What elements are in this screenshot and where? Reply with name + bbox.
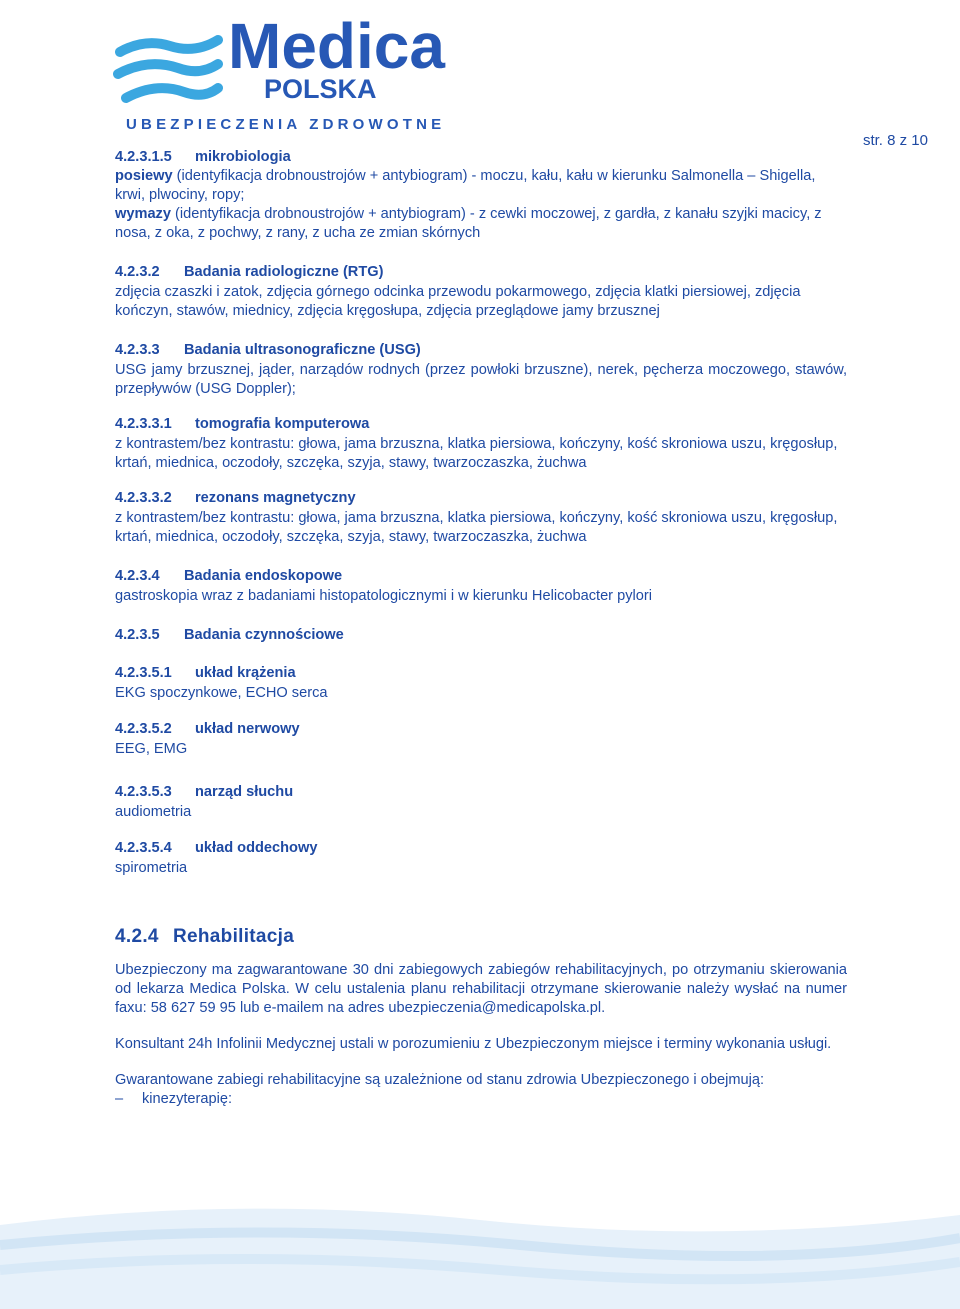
section-endoskopowe bbox=[115, 565, 847, 606]
section-heading bbox=[115, 718, 847, 740]
section-heading bbox=[115, 146, 847, 168]
section-title: układ oddechowy bbox=[195, 840, 318, 856]
section-number: 4.2.3.2 bbox=[115, 264, 160, 280]
section-uklad-nerwowy bbox=[115, 718, 847, 759]
section-mikrobiologia bbox=[115, 146, 847, 243]
section-text: zdjęcia czaszki i zatok, zdjęcia górnego odcinka przewodu pokarmowego, zdjęcia klatki piersiowej, zdjęcia kończyn, stawów, miednicy, zdjęcia kręgosłupa, zdjęcia przeglądowe jamy brzusznej bbox=[115, 284, 801, 319]
section-czynnosciowe bbox=[115, 624, 847, 646]
section-rezonans bbox=[115, 487, 847, 547]
section-heading bbox=[115, 662, 847, 684]
section-title: układ krążenia bbox=[195, 665, 296, 681]
section-number: 4.2.3.4 bbox=[115, 568, 160, 584]
wymazy-label: wymazy bbox=[115, 206, 171, 222]
decorative-wave bbox=[0, 1200, 960, 1309]
section-number: 4.2.3.5.1 bbox=[115, 665, 172, 681]
rehab-paragraph-2: Konsultant 24h Infolinii Medycznej ustali w porozumieniu z Ubezpieczonym miejsce i terminy wykonania usługi. bbox=[115, 1036, 832, 1052]
section-heading bbox=[115, 261, 847, 283]
section-usg bbox=[115, 339, 847, 399]
logo-tagline: UBEZPIECZENIA ZDROWOTNE bbox=[126, 116, 446, 133]
section-heading bbox=[115, 413, 847, 435]
section-title: tomografia komputerowa bbox=[195, 416, 370, 432]
section-number: 4.2.3.5.3 bbox=[115, 784, 172, 800]
section-title: Badania radiologiczne (RTG) bbox=[184, 264, 384, 280]
section-heading bbox=[115, 837, 847, 859]
section-number: 4.2.3.5.4 bbox=[115, 840, 172, 856]
section-number: 4.2.3.3.1 bbox=[115, 416, 172, 432]
section-title: mikrobiologia bbox=[195, 149, 291, 165]
section-heading bbox=[115, 487, 847, 509]
section-text: gastroskopia wraz z badaniami histopatologicznymi i w kierunku Helicobacter pylori bbox=[115, 588, 652, 604]
section-title: układ nerwowy bbox=[195, 721, 300, 737]
medica-polska-logo bbox=[100, 0, 480, 140]
section-text: USG jamy brzusznej, jąder, narządów rodnych (przez powłoki brzuszne), nerek, pęcherza moczowego, stawów, przepływów (USG Doppler); bbox=[115, 362, 847, 397]
section-uklad-oddechowy bbox=[115, 837, 847, 878]
section-text: spirometria bbox=[115, 860, 188, 876]
section-text: EKG spoczynkowe, ECHO serca bbox=[115, 685, 328, 701]
section-number: 4.2.3.5.2 bbox=[115, 721, 172, 737]
logo-graphic bbox=[100, 0, 480, 140]
section-number: 4.2.3.3 bbox=[115, 342, 160, 358]
section-number: 4.2.3.3.2 bbox=[115, 490, 172, 506]
section-tomografia bbox=[115, 413, 847, 473]
section-title: rezonans magnetyczny bbox=[195, 490, 356, 506]
section-title: Rehabilitacja bbox=[173, 926, 295, 947]
section-title: Badania ultrasonograficzne (USG) bbox=[184, 342, 421, 358]
section-title: narząd słuchu bbox=[195, 784, 294, 800]
section-heading bbox=[115, 781, 847, 803]
section-heading bbox=[115, 624, 847, 646]
section-number: 4.2.4 bbox=[115, 926, 159, 947]
list-dash: – bbox=[115, 1091, 124, 1107]
section-text: z kontrastem/bez kontrastu: głowa, jama brzuszna, klatka piersiowa, kończyny, kość skroniowa uszu, kręgosłup, krtań, miednica, oczodoły, szczęka, szyja, stawy, twarzoczaszka, żuchwa bbox=[115, 510, 838, 545]
page-number: str. 8 z 10 bbox=[862, 132, 928, 149]
list-item bbox=[115, 1090, 847, 1109]
section-narzad-sluchu bbox=[115, 781, 847, 822]
logo-main-text: Medica bbox=[228, 10, 445, 82]
section-number: 4.2.3.1.5 bbox=[115, 149, 172, 165]
posiewy-text: (identyfikacja drobnoustrojów + antybiogram) - moczu, kału, kału w kierunku Salmonella – Shigella, krwi, plwociny, ropy; bbox=[115, 168, 816, 203]
posiewy-paragraph bbox=[115, 167, 847, 205]
section-rehabilitacja bbox=[115, 926, 847, 1109]
logo-sub-text: POLSKA bbox=[264, 74, 377, 104]
section-rtg bbox=[115, 261, 847, 321]
wymazy-text: (identyfikacja drobnoustrojów + antybiogram) - z cewki moczowej, z gardła, z kanału szyjki macicy, z nosa, z oka, z pochwy, z rany, z ucha ze zmian skórnych bbox=[115, 206, 822, 241]
section-number: 4.2.3.5 bbox=[115, 627, 160, 643]
section-title: Badania czynnościowe bbox=[184, 627, 344, 643]
section-uklad-krazenia bbox=[115, 662, 847, 703]
list-item-text: kinezyterapię: bbox=[142, 1091, 233, 1107]
section-title: Badania endoskopowe bbox=[184, 568, 343, 584]
section-heading bbox=[115, 339, 847, 361]
rehab-paragraph-1: Ubezpieczony ma zagwarantowane 30 dni zabiegowych zabiegów rehabilitacyjnych, po otrzymaniu skierowania od lekarza Medica Polska. W celu ustalenia planu rehabilitacji otrzymane skierowanie należy wysłać na numer faxu: 58 627 59 95 lub e-mailem na adres ubezpieczenia@medicapolska.pl. bbox=[115, 962, 847, 1016]
wymazy-paragraph bbox=[115, 205, 847, 243]
section-text: EEG, EMG bbox=[115, 741, 188, 757]
posiewy-label: posiewy bbox=[115, 168, 173, 184]
section-text: audiometria bbox=[115, 804, 192, 820]
section-heading bbox=[115, 926, 847, 948]
section-text: z kontrastem/bez kontrastu: głowa, jama brzuszna, klatka piersiowa, kończyny, kość skroniowa uszu, kręgosłup, krtań, miednica, oczodoły, szczęka, szyja, stawy, twarzoczaszka, żuchwa bbox=[115, 436, 838, 471]
rehab-paragraph-3: Gwarantowane zabiegi rehabilitacyjne są uzależnione od stanu zdrowia Ubezpieczonego i obejmują: bbox=[115, 1072, 765, 1088]
section-heading bbox=[115, 565, 847, 587]
